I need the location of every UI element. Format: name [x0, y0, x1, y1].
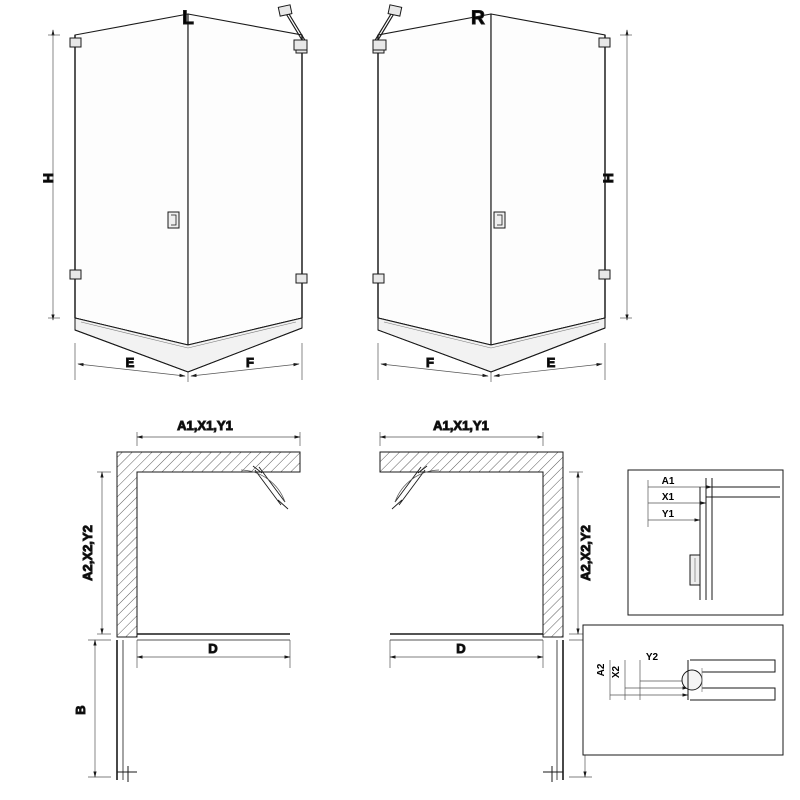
iso-right-panel-f-label: F	[426, 355, 434, 370]
iso-left-panel-f-label: F	[246, 355, 254, 370]
iso-right-variant-label: R	[471, 8, 485, 29]
iso-left-handle	[168, 212, 179, 228]
iso-left-variant-label: L	[182, 8, 194, 29]
iso-left-panel-e-label: E	[125, 355, 135, 370]
plan-left-dim-side	[97, 472, 111, 634]
plan-right-dim-inner	[390, 640, 543, 668]
detail-top-label-y1: Y1	[661, 509, 675, 520]
plan-left-glass-lines	[117, 634, 290, 782]
detail-bottom-label-x2: X2	[611, 665, 622, 679]
iso-view-right	[373, 5, 632, 382]
iso-right-handle	[494, 212, 505, 228]
detail-bottom-label-y2: Y2	[645, 652, 659, 663]
detail-top-label-a1: A1	[661, 476, 675, 487]
plan-right-side-dim-label: A2,X2,Y2	[578, 525, 593, 581]
iso-view-left	[40, 5, 307, 382]
detail-top-label-x1: X1	[661, 492, 675, 503]
iso-right-panel-e-label: E	[546, 355, 556, 370]
plan-right-dim-top	[380, 432, 543, 446]
plan-right-top-dim-label: A1,X1,Y1	[433, 418, 489, 433]
detail-bottom-label-a2: A2	[596, 663, 607, 677]
plan-left-dim-door	[88, 640, 111, 777]
plan-right-inner-dim-label: D	[456, 641, 466, 656]
iso-left-height-label: H	[40, 172, 56, 184]
detail-view-bottom	[583, 625, 783, 755]
plan-left-top-dim-label: A1,X1,Y1	[177, 418, 233, 433]
iso-right-dimension-height	[620, 30, 632, 320]
iso-right-glass-outline	[378, 14, 605, 345]
plan-right-wall-hatch	[380, 452, 563, 637]
plan-view-right	[380, 418, 599, 782]
detail-view-top	[628, 470, 783, 615]
plan-left-inner-dim-label: D	[208, 641, 218, 656]
plan-left-wall-hatch	[117, 452, 300, 637]
plan-view-left	[73, 418, 300, 782]
plan-left-dim-top	[137, 432, 300, 446]
iso-right-height-label: H	[600, 172, 616, 184]
plan-left-side-dim-label: A2,X2,Y2	[80, 525, 95, 581]
plan-left-door-dim-label: B	[73, 705, 88, 715]
iso-left-glass-outline	[75, 14, 302, 345]
plan-right-glass-lines	[390, 634, 563, 782]
